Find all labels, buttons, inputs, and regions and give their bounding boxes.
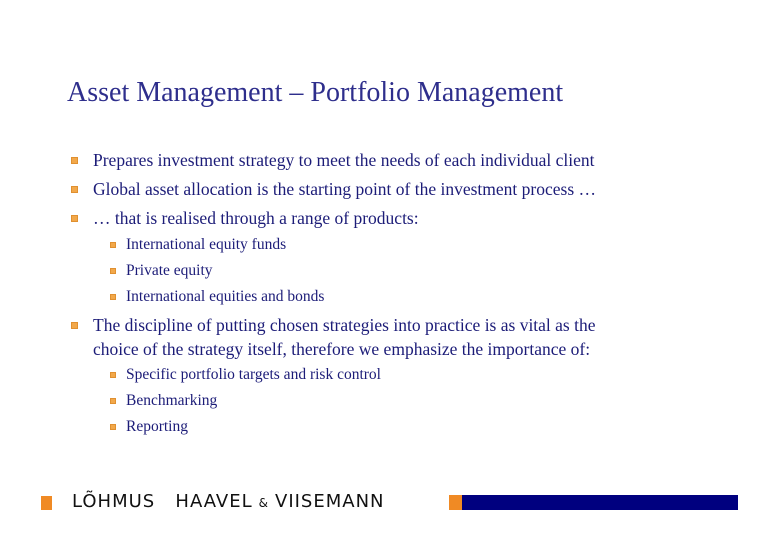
- bullet-icon: [71, 215, 78, 222]
- sub-bullet-icon: [110, 242, 116, 248]
- logo-word: VIISEMANN: [275, 491, 385, 512]
- sub-bullet-text: Reporting: [126, 418, 188, 435]
- sub-bullet-icon: [110, 424, 116, 430]
- footer-orange-square: [41, 496, 52, 510]
- sub-bullet-icon: [110, 294, 116, 300]
- company-logo: [72, 491, 385, 512]
- sub-bullet-icon: [110, 268, 116, 274]
- bullet-icon: [71, 322, 78, 329]
- bullet-text: Prepares investment strategy to meet the needs of each individual client: [93, 150, 595, 170]
- sub-bullet-icon: [110, 398, 116, 404]
- sub-bullet-text: Benchmarking: [126, 392, 218, 409]
- sub-bullet-text: Specific portfolio targets and risk control: [126, 366, 381, 383]
- bullet-text: … that is realised through a range of products:: [93, 208, 419, 228]
- footer-bar-accent: [449, 495, 462, 510]
- slide-title: Asset Management – Portfolio Management: [67, 77, 564, 108]
- bullet-text: The discipline of putting chosen strategies into practice is as vital as the: [93, 315, 596, 335]
- sub-bullet-text: Private equity: [126, 262, 213, 279]
- sub-bullet-text: International equity funds: [126, 236, 287, 253]
- bullet-icon: [71, 157, 78, 164]
- logo-ampersand: &: [258, 496, 269, 510]
- bullet-icon: [71, 186, 78, 193]
- sub-bullet-text: International equities and bonds: [126, 288, 325, 305]
- logo-word: HAAVEL: [175, 491, 253, 512]
- bullet-text: Global asset allocation is the starting point of the investment process …: [93, 179, 597, 199]
- logo-word: LÕHMUS: [72, 491, 156, 512]
- footer-bar: [462, 495, 738, 510]
- sub-bullet-icon: [110, 372, 116, 378]
- bullet-text-continued: choice of the strategy itself, therefore we emphasize the importance of:: [93, 339, 591, 359]
